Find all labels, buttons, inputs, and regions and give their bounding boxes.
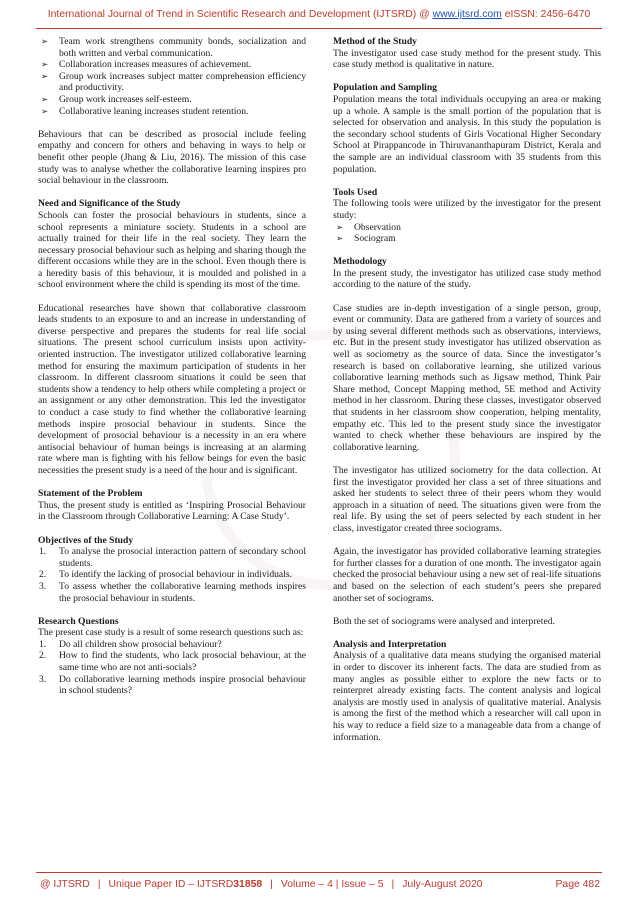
list-item: 3. Do collaborative learning methods inspire prosocial behaviour in school students? xyxy=(39,673,306,697)
journal-website-link[interactable]: www.ijtsrd.com xyxy=(432,9,502,20)
list-item: 2. To identify the lacking of prosocial behaviour in individuals. xyxy=(39,569,292,581)
journal-eissn: eISSN: 2456-6470 xyxy=(501,9,591,20)
methodology-paragraph-3: The investigator has utilized sociometry for the data collection. At first the investigator provided her class a set of three situations and asked her students to select three of their peers whom they would approach in a situation of need. The situations given were from the real life. By using the set of peers selected by each student in her class, investigator created three sociograms. xyxy=(333,464,601,534)
arrow-bullet-icon: ➢ xyxy=(41,93,49,104)
list-item: 2. How to find the students, who lack prosocial behaviour, at the same time who are not anti-socials? xyxy=(39,650,306,674)
arrow-bullet-icon: ➢ xyxy=(336,233,344,244)
methodology-paragraph-1: In the present study, the investigator has utilized case study method according to the nature of the study. xyxy=(333,267,601,291)
research-questions-intro: The present case study is a result of some research questions such as: xyxy=(38,627,304,639)
methodology-paragraph-4: Again, the investigator has provided collaborative learning strategies for further classes for a duration of one month. The investigator again checked the prosocial behaviour using a new set of real-life situations and based on the selection of each student’s peers she prepared another set of sociograms. xyxy=(333,546,601,604)
right-column xyxy=(333,36,601,755)
benefits-bullet-list xyxy=(38,36,306,117)
footer-paper-id-label: Unique Paper ID – IJTSRD xyxy=(108,879,234,890)
footer-copyright: @ IJTSRD xyxy=(40,879,90,890)
footer-date: July-August 2020 xyxy=(402,879,483,890)
behaviours-paragraph: Behaviours that can be described as prosocial include feeling empathy and concern for others and behaving in ways to help or benefit other people (Jhang & Liu, 2016). The mission of this case study was to analyse whether the collaborative learning inspires pro social behaviour in the classroom. xyxy=(38,128,306,187)
statement-heading: Statement of the Problem xyxy=(38,488,143,500)
need-paragraph-2: Educational researches have shown that collaborative classroom leads students to an exposure to and an increase in understanding of diverse perspective and prepares the students for real life social situations. The present school curriculum insists upon activity-oriented instruction. The investigator utilized collaborative learning method for ensuring the maximum participation of students in her classroom. In different classroom situations it could be seen that students show a tendency to help others while completing a project or an assignment or any other demonstration. This led the investigator to conduct a case study to find whether the collaborative learning methods inspire prosocial behaviour in students. Since the development of prosocial behaviour is a necessity in an era where antisocial behaviour of human beings is increasing at an alarming rate where man is fighting with his fellow beings for even the basic necessities the present study is a need of the hour and is significant. xyxy=(38,302,306,476)
page-footer: @ IJTSRD | Unique Paper ID – IJTSRD31858 | Volume – 4 | Issue – 5 | July-August 2020 Page 482 xyxy=(40,879,600,890)
footer-volume-issue: Volume – 4 | Issue – 5 xyxy=(280,879,384,890)
footer-paper-id: 31858 xyxy=(233,879,263,890)
population-heading: Population and Sampling xyxy=(333,82,437,94)
list-item: 1. To analyse the prosocial interaction pattern of secondary school students. xyxy=(39,546,306,569)
objectives-list xyxy=(38,546,306,604)
analysis-heading: Analysis and Interpretation xyxy=(333,638,447,650)
methodology-heading: Methodology xyxy=(333,256,387,268)
arrow-bullet-icon: ➢ xyxy=(41,70,49,81)
statement-paragraph: Thus, the present study is entitled as ‘Inspiring Prosocial Behaviour in the Classroom through Collaborative Learning: A Case Study’. xyxy=(38,499,306,523)
list-item: 3. To assess whether the collaborative learning methods inspires the prosocial behaviour in students. xyxy=(39,580,306,604)
methodology-paragraph-5: Both the set of sociograms were analysed and interpreted. xyxy=(333,615,555,627)
list-item: ➢ Observation xyxy=(336,221,401,233)
need-paragraph-1: Schools can foster the prosocial behaviours in students, since a school represents a miniature society. Students in a school are actually trained for their life in the real society. They learn the necessary prosocial behaviour such as helping and sharing though the different occasions while they are in the school. Even though there is a heredity basis of this behaviour, it is moulded and polished in a school environment where the child is spending its most of the time. xyxy=(38,209,306,291)
arrow-bullet-icon: ➢ xyxy=(336,221,344,232)
research-questions-list xyxy=(38,639,306,697)
arrow-bullet-icon: ➢ xyxy=(41,105,49,116)
arrow-bullet-icon: ➢ xyxy=(41,36,49,46)
footer-divider xyxy=(36,872,602,873)
need-heading: Need and Significance of the Study xyxy=(38,198,181,210)
list-item: 1. Do all children show prosocial behaviour? xyxy=(39,638,222,650)
tools-list xyxy=(333,222,601,245)
method-paragraph: The investigator used case study method for the present study. This case study method is qualitative in nature. xyxy=(333,47,601,71)
objectives-heading: Objectives of the Study xyxy=(38,534,134,546)
arrow-bullet-icon: ➢ xyxy=(41,59,49,70)
list-item: ➢ Team work strengthens community bonds, socialization and both written and verbal communication. xyxy=(41,36,306,59)
list-item: ➢ Sociogram xyxy=(336,233,396,245)
research-questions-heading: Research Questions xyxy=(38,615,119,627)
list-item: ➢ Collaborative leaning increases student retention. xyxy=(41,105,249,117)
journal-name: International Journal of Trend in Scientific Research and Development (IJTSRD) xyxy=(47,9,417,20)
header-divider xyxy=(36,28,602,29)
population-paragraph: Population means the total individuals occupying an area or making up a whole. A sample is the small portion of the population that is selected for observation and analysis. In this study the population is the secondary school students of Girls Vocational Higher Secondary School at Pirappancode in Thiruvananthapuram District, Kerala and the sample are an individual classroom with 35 students from this population. xyxy=(333,93,601,175)
analysis-paragraph: Analysis of a qualitative data means studying the organised material in order to discover its inherent facts. The data are studied from as many angles as possible either to explore the new facts or to reinterpret already existing facts. The content analysis and logical analysis are mostly used in analysis of qualitative material. Analysis is among the first of the method which a researcher will call upon in his way to reduce a field size to a manageable data from a change of information. xyxy=(333,650,601,743)
list-item: ➢ Collaboration increases measures of achievement. xyxy=(41,59,252,71)
tools-intro: The following tools were utilized by the investigator for the present study: xyxy=(333,198,601,221)
list-item: ➢ Group work increases self-esteem. xyxy=(41,93,192,105)
list-item: ➢ Group work increases subject matter comprehension efficiency and productivity. xyxy=(41,70,306,94)
page-number: Page 482 xyxy=(555,879,600,890)
tools-heading: Tools Used xyxy=(333,186,378,198)
journal-header: International Journal of Trend in Scientific Research and Development (IJTSRD) @ www.ijtsrd.com eISSN: 2456-6470 xyxy=(47,9,591,20)
method-heading: Method of the Study xyxy=(333,36,417,47)
left-column xyxy=(38,36,306,708)
methodology-paragraph-2: Case studies are in-depth investigation of a single person, group, event or community. Data are gathered from a variety of sources and by using several different methods such as observations, interviews, etc. But in the present study investigator has utilized observation as well as sociometry as the source of data. Since the investigator’s research is based on collaborative learning, she utilized various collaborative learning methods such as Jigsaw method, Think Pair Share method, Concept Mapping method, 5E method and Activity method in her classroom. During these classes, investigator observed that students in her classroom show cooperation, helping mentality, empathy etc. This led to the present study since the investigator wanted to check whether these behaviours are inspired by the collaborative learning. xyxy=(333,302,601,453)
